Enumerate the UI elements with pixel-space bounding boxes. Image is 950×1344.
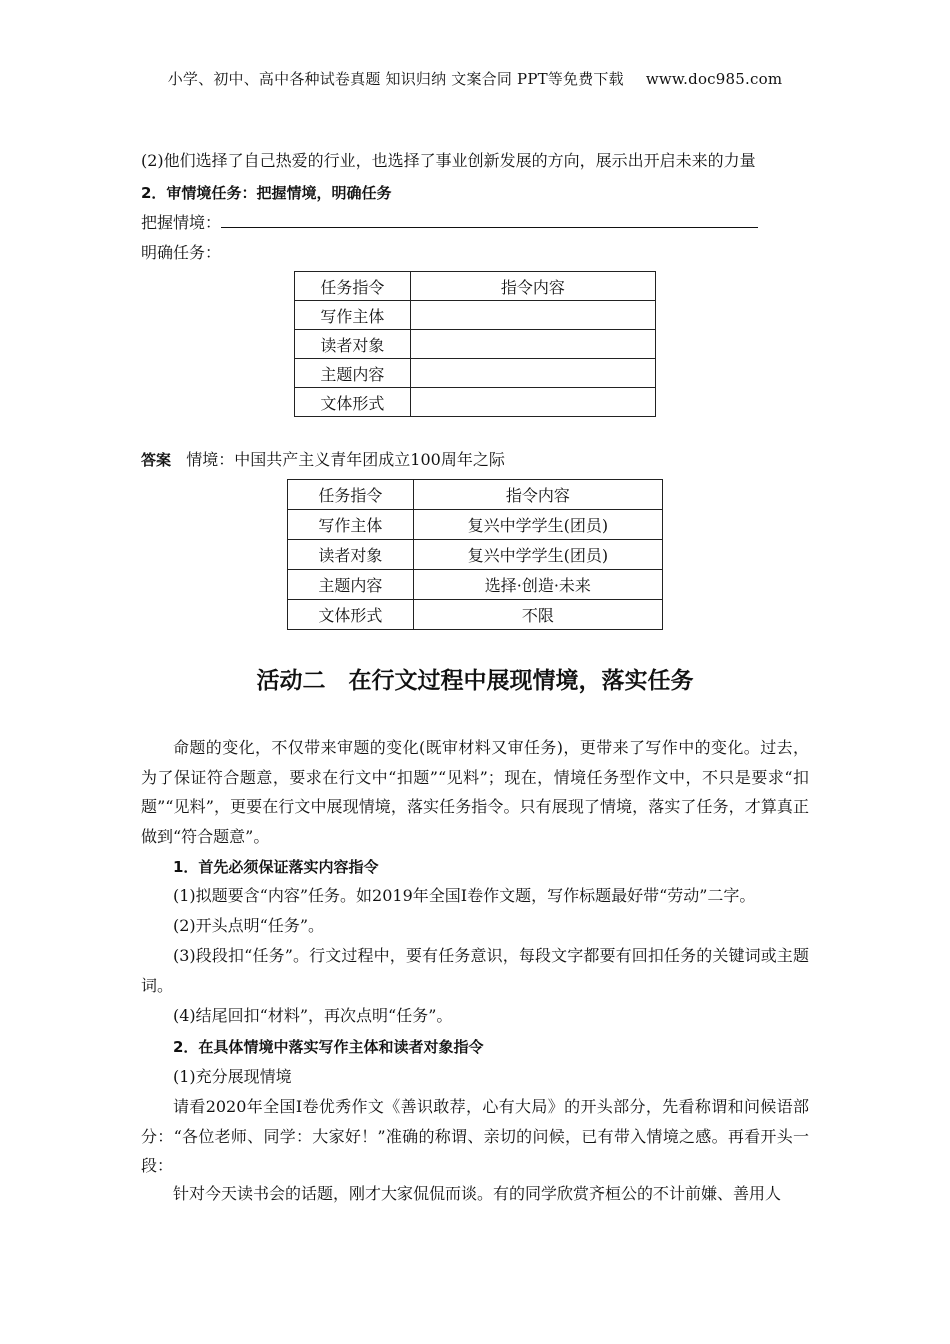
list-item: (2)开头点明“任务”。 xyxy=(173,916,325,935)
row-label: 写作主体 xyxy=(288,510,414,540)
point2-subheading: (1)充分展现情境 xyxy=(173,1067,292,1086)
list-item: (1)拟题要含“内容”任务。如2019年全国Ⅰ卷作文题，写作标题最好带“劳动”二字。 xyxy=(173,886,756,905)
answer-cell[interactable] xyxy=(410,301,655,330)
table-row xyxy=(288,600,663,630)
answer-cell[interactable] xyxy=(410,359,655,388)
answer-cell[interactable] xyxy=(410,330,655,359)
header-cell: 任务指令 xyxy=(288,480,414,510)
page-header xyxy=(0,68,950,89)
task-table xyxy=(294,271,656,417)
grasp-blank[interactable] xyxy=(221,213,758,228)
intro-line: (2)他们选择了自己热爱的行业，也选择了事业创新发展的方向，展示出开启未来的力量 xyxy=(141,151,756,170)
answer-cell: 复兴中学学生(团员) xyxy=(413,540,662,570)
table-row xyxy=(288,570,663,600)
header-cell: 指令内容 xyxy=(413,480,662,510)
row-label: 写作主体 xyxy=(295,301,411,330)
answer-cell: 选择·创造·未来 xyxy=(413,570,662,600)
point1-heading: 1．首先必须保证落实内容指令 xyxy=(173,858,379,876)
table-row xyxy=(288,540,663,570)
paragraph-intro: 命题的变化，不仅带来审题的变化(既审材料又审任务)，更带来了写作中的变化。过去，为了保证符合题意，要求在行文中“扣题”“见料”；现在，情境任务型作文中，不只是要求“扣题”“见料”，更要在行文中展现情境，落实任务指令。只有展现了情境，落实了任务，才算真正做到“符合题意”。 xyxy=(141,738,809,846)
header-cell: 指令内容 xyxy=(410,272,655,301)
table-row xyxy=(288,480,663,510)
activity-title: 活动二 在行文过程中展现情境，落实任务 xyxy=(256,668,694,694)
quoted-essay-line: 针对今天读书会的话题，刚才大家侃侃而谈。有的同学欣赏齐桓公的不计前嫌、善用人 xyxy=(173,1184,782,1203)
answer-table xyxy=(287,479,663,630)
answer-label: 答案 xyxy=(141,451,172,469)
answer-text: 情境：中国共产主义青年团成立100周年之际 xyxy=(186,450,505,469)
header-cell: 任务指令 xyxy=(295,272,411,301)
row-label: 主题内容 xyxy=(288,570,414,600)
table-row xyxy=(295,330,656,359)
header-url[interactable]: www.doc985.com xyxy=(645,70,783,88)
section2-heading: 2．审情境任务：把握情境，明确任务 xyxy=(141,184,392,202)
answer-cell[interactable] xyxy=(410,388,655,417)
point2-heading: 2．在具体情境中落实写作主体和读者对象指令 xyxy=(173,1038,484,1056)
grasp-situation-line xyxy=(141,212,758,234)
row-label: 读者对象 xyxy=(288,540,414,570)
row-label: 文体形式 xyxy=(288,600,414,630)
answer-line xyxy=(141,449,505,471)
table-row xyxy=(288,510,663,540)
list-item: (3)段段扣“任务”。行文过程中，要有任务意识，每段文字都要有回扣任务的关键词或主题词。 xyxy=(141,946,809,995)
grasp-label: 把握情境： xyxy=(141,213,222,232)
list-item: (4)结尾回扣“材料”，再次点明“任务”。 xyxy=(173,1006,453,1025)
row-label: 读者对象 xyxy=(295,330,411,359)
clarify-label: 明确任务： xyxy=(141,243,222,262)
answer-cell: 不限 xyxy=(413,600,662,630)
table-row xyxy=(295,272,656,301)
table-row xyxy=(295,388,656,417)
point2-paragraph: 请看2020年全国Ⅰ卷优秀作文《善识敢荐，心有大局》的开头部分，先看称谓和问候语部分：“各位老师、同学：大家好！”准确的称谓、亲切的问候，已有带入情境之感。再看开头一段： xyxy=(141,1097,809,1175)
header-text: 小学、初中、高中各种试卷真题 知识归纳 文案合同 PPT等免费下载 xyxy=(167,70,624,88)
table-row xyxy=(295,359,656,388)
table-row xyxy=(295,301,656,330)
row-label: 主题内容 xyxy=(295,359,411,388)
row-label: 文体形式 xyxy=(295,388,411,417)
answer-cell: 复兴中学学生(团员) xyxy=(413,510,662,540)
